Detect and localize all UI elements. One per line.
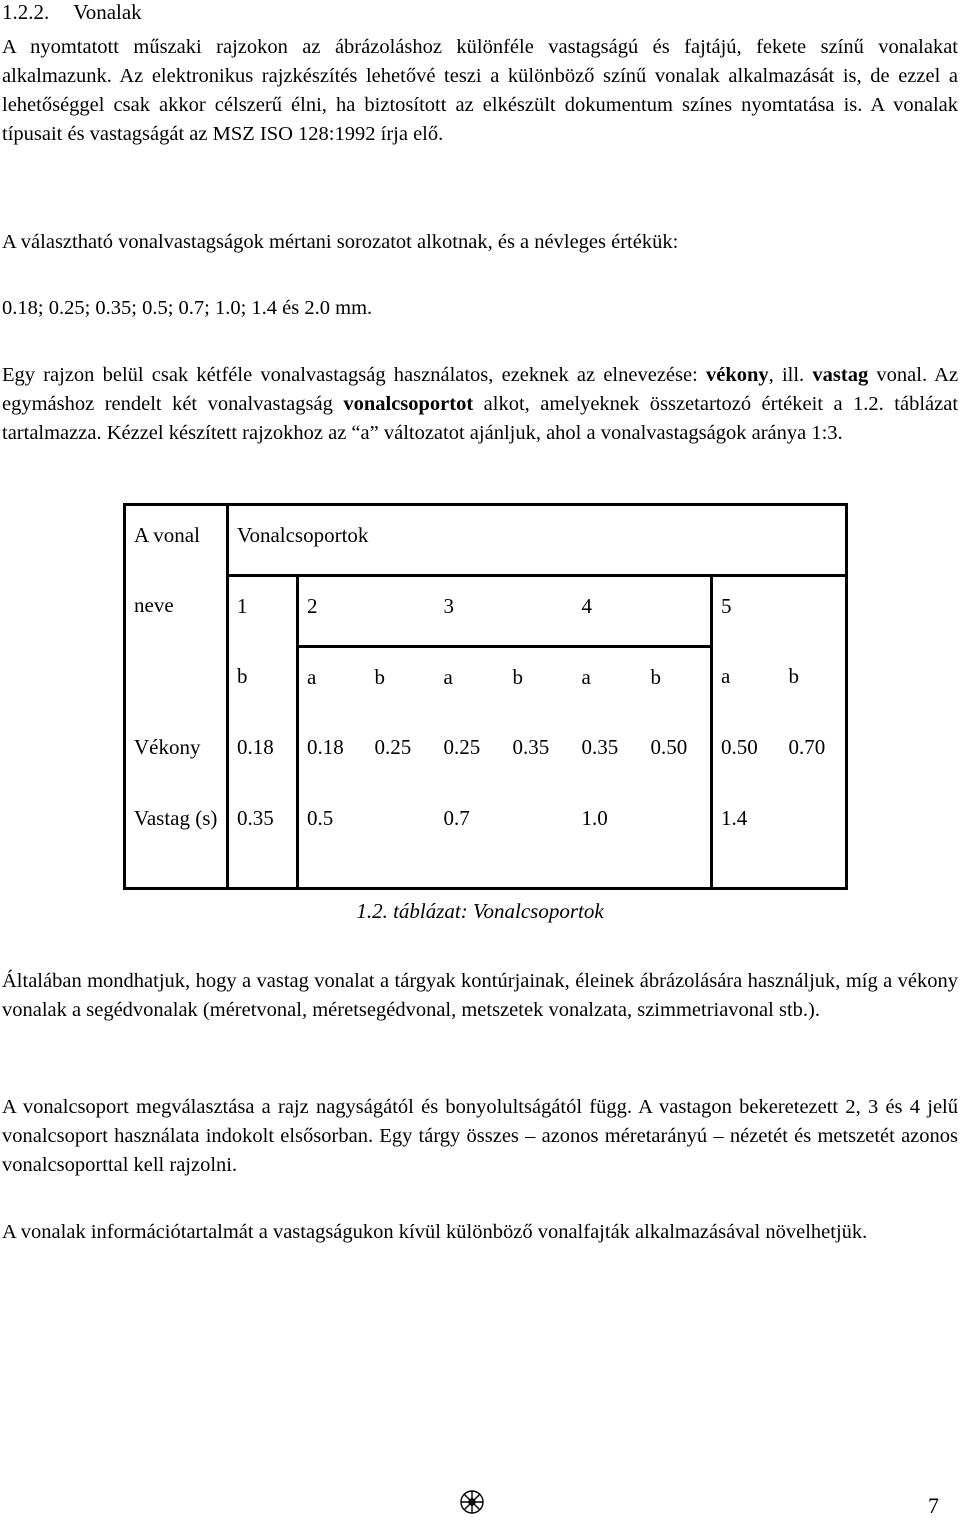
group-5-cell: 5 — [712, 576, 847, 647]
thick-value: 1.4 — [712, 789, 847, 889]
variant-cell: b — [643, 647, 712, 718]
thick-label: Vastag (s) — [125, 789, 228, 889]
line-groups-table — [123, 503, 848, 890]
term-thin: vékony — [706, 364, 769, 386]
paragraph-information: A vonalak információtartalmát a vastagságukon kívül különböző vonalfajták alkalmazásával növelhetjük. — [2, 1221, 868, 1243]
paragraph-line-groups: Egy rajzon belül csak kétféle vonalvastagság használatos, ezeknek az elnevezése: vékony, ill. vastag vonal. Az egymáshoz rendelt két vonalvastagság vonalcsoportot alkot, amelyeknek összetartozó értékeit a 1.2. táblázat tartalmazza. Kézzel készített rajzokhoz az “a” változatot ajánljuk, ahol a vonalvastagságok aránya 1:3. — [2, 364, 959, 444]
group-3-cell: 3 — [436, 576, 574, 647]
header-line-groups: Vonalcsoportok — [228, 505, 847, 576]
table-row — [125, 789, 847, 889]
table-row — [125, 647, 847, 718]
section-title: Vonalak — [73, 0, 142, 24]
row-name-label: neve — [125, 576, 228, 647]
paragraph-intro: A nyomtatott műszaki rajzokon az ábrázoláshoz különféle vastagságú és fajtájú, fekete színű vonalakat alkalmazunk. Az elektronikus rajzkészítés lehetővé teszi a különböző színű vonalak alkalmazását is, de ezzel a lehetőséggel csak akkor célszerű élni, ha biztosított az elkészült dokumentum színes nyomtatása is. A vonalak típusait és vastagságát az MSZ ISO 128:1992 írja elő. — [2, 36, 958, 145]
thin-value: 0.50 — [643, 718, 712, 789]
thick-value: 1.0 — [574, 789, 712, 889]
variant-cell: a — [721, 663, 731, 688]
variant-cell: b — [228, 647, 298, 718]
variant-cell: b — [781, 647, 847, 718]
variant-cell: a — [298, 647, 367, 718]
header-line-label: A vonal — [125, 505, 228, 576]
paragraph-usage: Általában mondhatjuk, hogy a vastag vonalat a tárgyak kontúrjainak, éleinek ábrázolására használjuk, míg a vékony vonalak a segédvonalak (méretvonal, méretsegédvonal, metszetek vonalzata, szimmetriavonal stb.). — [2, 970, 958, 1021]
thin-value: 0.35 — [512, 734, 550, 759]
group-1-cell: 1 — [228, 576, 298, 647]
group-2-cell: 2 — [298, 576, 436, 647]
variant-cell: b — [512, 665, 523, 689]
page-number: 7 — [928, 1493, 939, 1518]
thick-value: 0.5 — [298, 789, 436, 889]
table-row — [125, 576, 847, 647]
group-4-cell: 4 — [574, 576, 712, 647]
paragraph-line-thickness-series: A választható vonalvastagságok mértani sorozatot alkotnak, és a névleges értékük: — [2, 231, 679, 253]
term-thick: vastag — [812, 364, 869, 386]
paragraph-selection: A vonalcsoport megválasztása a rajz nagyságától és bonyolultságától függ. A vastagon bekeretezett 2, 3 és 4 jelű vonalcsoport használata indokolt elsősorban. Egy tárgy összes – azonos méretarányú – nézetét és metszetét azonos vonalcsoporttal kell rajzolni. — [2, 1096, 958, 1176]
wheel-icon — [458, 1488, 486, 1516]
thin-value: 0.18 — [298, 718, 367, 789]
table-caption: 1.2. táblázat: Vonalcsoportok — [356, 899, 604, 923]
table-row — [125, 718, 847, 789]
section-number: 1.2.2. — [2, 0, 50, 24]
thin-value: 0.25 — [443, 734, 481, 759]
thin-value: 0.25 — [374, 734, 412, 759]
table-row — [125, 505, 847, 576]
thick-value: 0.7 — [436, 789, 574, 889]
thick-value: 0.35 — [228, 789, 298, 889]
variant-cell: b — [374, 665, 385, 689]
variant-cell: a — [443, 665, 453, 689]
thin-value: 0.70 — [781, 718, 847, 789]
thin-value: 0.50 — [721, 734, 758, 759]
section-heading — [2, 0, 142, 27]
variant-cell: a — [581, 665, 591, 689]
thin-value: 0.18 — [228, 718, 298, 789]
thin-label: Vékony — [125, 718, 228, 789]
thin-value: 0.35 — [581, 734, 619, 759]
term-line-group: vonalcsoportot — [343, 393, 474, 415]
paragraph-nominal-values: 0.18; 0.25; 0.35; 0.5; 0.7; 1.0; 1.4 és 2.0 mm. — [2, 297, 373, 319]
